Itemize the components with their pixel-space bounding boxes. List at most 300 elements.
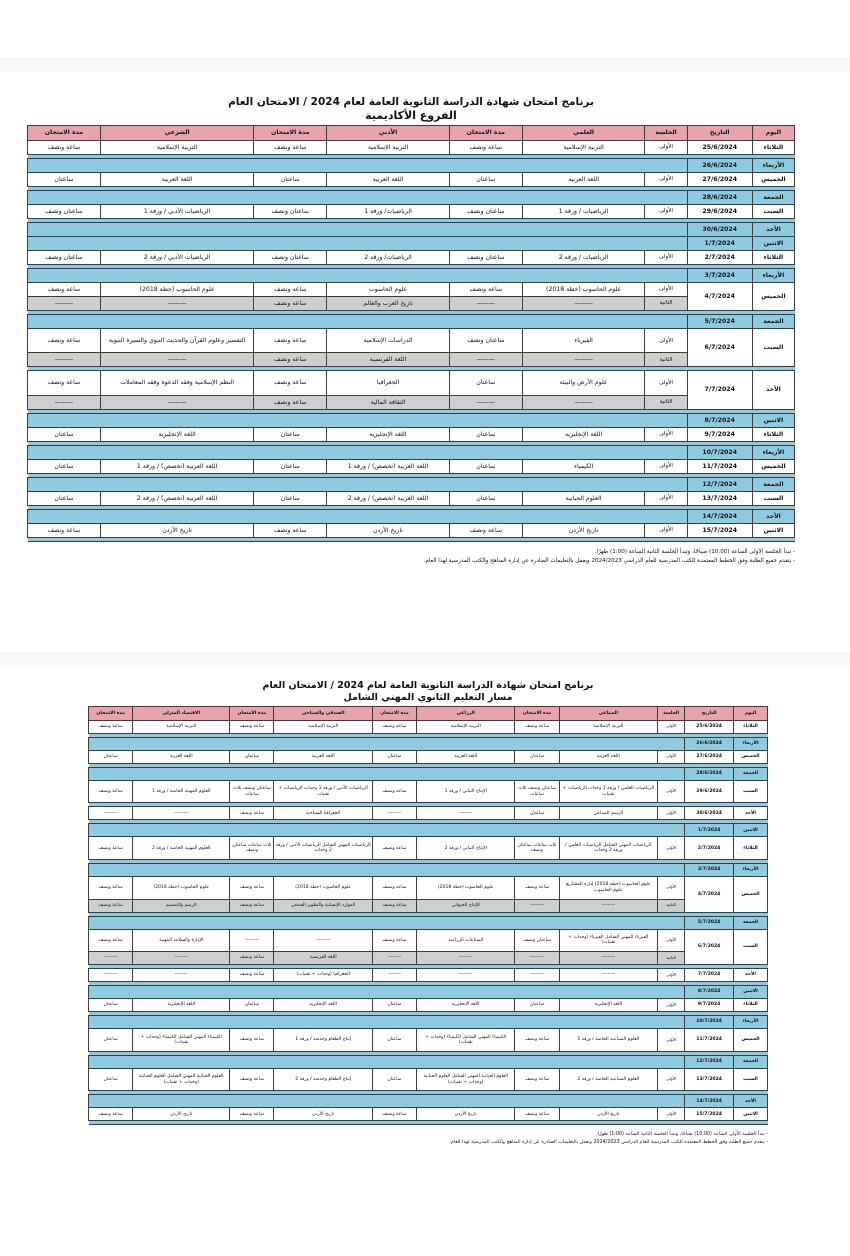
- day-cell: السبت: [752, 491, 794, 505]
- session-cell: الأولى: [645, 523, 687, 537]
- subject-cell: الإنتاج النباتي / ورقة 1: [417, 780, 515, 803]
- table-row: [28, 523, 795, 537]
- day-cell: الجمعة: [734, 767, 768, 780]
- duration-cell: ———: [449, 296, 522, 310]
- column-header: الأدبي: [327, 125, 450, 140]
- table-row-holiday: [89, 1055, 768, 1068]
- subject-cell: ———: [417, 952, 515, 965]
- holiday-fill: [28, 158, 688, 172]
- holiday-fill: [28, 314, 688, 328]
- duration-cell: ———: [89, 807, 133, 820]
- subject-cell: اللغة العربية: [522, 172, 645, 186]
- duration-cell: ساعة ونصف: [28, 328, 101, 352]
- duration-cell: ساعة ونصف: [449, 282, 522, 296]
- holiday-fill: [89, 1055, 685, 1068]
- date-cell: 6/7/2024: [687, 328, 752, 366]
- duration-cell: ساعتان: [89, 1029, 133, 1052]
- duration-cell: ساعة ونصف: [254, 140, 327, 154]
- day-cell: الأحد: [734, 969, 768, 982]
- holiday-fill: [28, 477, 688, 491]
- duration-cell: ساعة ونصف: [89, 929, 133, 952]
- table-row: [28, 328, 795, 352]
- date-cell: 3/7/2024: [687, 268, 752, 282]
- day-cell: الثلاثاء: [734, 720, 768, 733]
- day-cell: الثلاثاء: [752, 427, 794, 441]
- session-cell: الأولى: [645, 282, 687, 296]
- date-cell: 14/7/2024: [687, 509, 752, 523]
- day-cell: الثلاثاء: [752, 250, 794, 264]
- day-cell: الأحد: [752, 371, 794, 409]
- duration-cell: ساعة ونصف: [254, 353, 327, 367]
- subject-cell: تاريخ الأردن: [100, 523, 253, 537]
- duration-cell: ساعتان: [372, 750, 416, 763]
- date-cell: 28/6/2024: [685, 767, 734, 780]
- duration-cell: ساعتان ونصف: [449, 328, 522, 352]
- duration-cell: ساعتان ونصف: [254, 204, 327, 218]
- duration-cell: ساعة ونصف: [254, 371, 327, 395]
- date-cell: 14/7/2024: [685, 1095, 734, 1108]
- duration-cell: ساعتان: [449, 371, 522, 395]
- subject-cell: ———: [559, 952, 657, 965]
- subject-cell: اللغة الإنجليزية: [133, 999, 230, 1012]
- separator-fill: [28, 537, 795, 541]
- table-row-holiday: [28, 158, 795, 172]
- duration-cell: ———: [89, 969, 133, 982]
- duration-cell: ———: [28, 395, 101, 409]
- subject-cell: اللغة العربية (تخصص) / ورقة 2: [100, 491, 253, 505]
- holiday-fill: [89, 767, 685, 780]
- table-row-holiday: [89, 737, 768, 750]
- subject-cell: اللغة الإنجليزية: [327, 427, 450, 441]
- holiday-fill: [28, 222, 688, 236]
- column-header: العلمي: [522, 125, 645, 140]
- duration-cell: ساعة ونصف: [230, 1108, 274, 1121]
- table-row-holiday: [28, 190, 795, 204]
- date-cell: 4/7/2024: [685, 876, 734, 912]
- subject-cell: الرياضيات / ورقة 1: [522, 204, 645, 218]
- duration-cell: ساعة ونصف: [89, 720, 133, 733]
- table-row: [28, 172, 795, 186]
- separator-fill: [89, 1121, 768, 1125]
- date-cell: 5/7/2024: [687, 314, 752, 328]
- subject-cell: ———: [274, 929, 372, 952]
- day-cell: الثلاثاء: [734, 837, 768, 860]
- subject-cell: علوم الحاسوب: [327, 282, 450, 296]
- duration-cell: ساعتان ونصف ثلاث ساعات: [515, 780, 559, 803]
- day-cell: الجمعة: [752, 477, 794, 491]
- duration-cell: ساعتان ونصف: [28, 204, 101, 218]
- duration-cell: ساعتان ونصف: [254, 250, 327, 264]
- sheet2-notes: [88, 1131, 768, 1146]
- date-cell: 15/7/2024: [687, 523, 752, 537]
- date-cell: 15/7/2024: [685, 1108, 734, 1121]
- table-row: [89, 780, 768, 803]
- day-cell: الأحد: [734, 1095, 768, 1108]
- column-header: مدة الامتحان: [515, 706, 559, 720]
- session-cell: الأولى: [658, 1108, 685, 1121]
- session-cell: الأولى: [645, 459, 687, 473]
- subject-cell: اللغة العربية: [133, 750, 230, 763]
- table-row: [89, 876, 768, 899]
- day-cell: الاثنين: [734, 1108, 768, 1121]
- table-row-holiday: [28, 222, 795, 236]
- day-cell: الاثنين: [734, 824, 768, 837]
- session-cell: الأولى: [658, 1029, 685, 1052]
- session-cell: الأولى: [658, 837, 685, 860]
- table-row: [28, 250, 795, 264]
- holiday-fill: [89, 986, 685, 999]
- duration-cell: ساعة ونصف: [230, 720, 274, 733]
- subject-cell: اللغة الإنجليزية: [559, 999, 657, 1012]
- duration-cell: ساعتان: [230, 750, 274, 763]
- date-cell: 28/6/2024: [687, 190, 752, 204]
- date-cell: 26/6/2024: [685, 737, 734, 750]
- table-row-holiday: [89, 824, 768, 837]
- date-cell: 1/7/2024: [687, 236, 752, 250]
- subject-cell: الصناعات الزراعية: [417, 929, 515, 952]
- table-row-second-session: [28, 353, 795, 367]
- day-cell: الخميس: [752, 282, 794, 310]
- duration-cell: ساعة ونصف: [230, 899, 274, 912]
- session-cell: الأولى: [658, 780, 685, 803]
- subject-cell: التربية الإسلامية: [327, 140, 450, 154]
- day-cell: الجمعة: [734, 916, 768, 929]
- subject-cell: تاريخ الأردن: [559, 1108, 657, 1121]
- duration-cell: ساعة ونصف: [254, 523, 327, 537]
- subject-cell: ———: [133, 807, 230, 820]
- day-cell: السبت: [752, 204, 794, 218]
- duration-cell: ———: [515, 969, 559, 982]
- duration-cell: ساعة ونصف: [89, 780, 133, 803]
- subject-cell: علوم الحاسوب (خطة 2018): [100, 282, 253, 296]
- column-header: الشرعي: [100, 125, 253, 140]
- session-cell: الأولى: [658, 999, 685, 1012]
- duration-cell: ساعتان: [28, 172, 101, 186]
- duration-cell: ساعتان ونصف: [449, 250, 522, 264]
- table-row-holiday: [89, 863, 768, 876]
- duration-cell: ساعة ونصف: [89, 1108, 133, 1121]
- duration-cell: ساعتان ونصف: [28, 250, 101, 264]
- table-row: [28, 427, 795, 441]
- column-header: اليوم: [752, 125, 794, 140]
- duration-cell: ساعة ونصف: [254, 395, 327, 409]
- holiday-fill: [89, 737, 685, 750]
- session-cell: الأولى: [645, 491, 687, 505]
- session-cell: الثانية: [658, 952, 685, 965]
- day-cell: الخميس: [734, 876, 768, 912]
- duration-cell: ساعة ونصف: [28, 523, 101, 537]
- holiday-fill: [28, 413, 688, 427]
- subject-cell: الجغرافيا: [327, 371, 450, 395]
- subject-cell: اللغة العربية (تخصص) / ورقة 2: [327, 491, 450, 505]
- date-cell: 11/7/2024: [685, 1029, 734, 1052]
- subject-cell: ———: [133, 952, 230, 965]
- holiday-fill: [28, 190, 688, 204]
- day-cell: الأربعاء: [752, 158, 794, 172]
- duration-cell: ساعتان: [515, 999, 559, 1012]
- subject-cell: ———: [559, 969, 657, 982]
- duration-cell: ساعتان: [28, 459, 101, 473]
- column-header: الزراعي: [417, 706, 515, 720]
- table-row-holiday: [28, 268, 795, 282]
- subject-cell: التربية الإسلامية: [274, 720, 372, 733]
- subject-cell: التربية الإسلامية: [522, 140, 645, 154]
- subject-cell: اللغة الإنجليزية: [274, 999, 372, 1012]
- note-line: - تبدأ الجلسة الأولى الساعة (10:00) صباحًا، وتبدأ الجلسة الثانية الساعة (1:00) ظهرًا.: [596, 1132, 768, 1138]
- date-cell: 8/7/2024: [687, 413, 752, 427]
- day-cell: السبت: [734, 929, 768, 965]
- duration-cell: ساعة ونصف: [230, 1029, 274, 1052]
- column-header: الصناعي: [559, 706, 657, 720]
- duration-cell: ساعتان: [254, 172, 327, 186]
- day-cell: الأحد: [752, 509, 794, 523]
- duration-cell: ساعة ونصف: [254, 328, 327, 352]
- sheet2-subtitle: مسار التعليم الثانوي المهني الشامل: [343, 691, 513, 703]
- holiday-fill: [28, 236, 688, 250]
- duration-cell: ساعتان: [372, 1068, 416, 1091]
- duration-cell: ساعة ونصف: [230, 952, 274, 965]
- duration-cell: ساعة ونصف: [515, 1068, 559, 1091]
- table-row: [28, 204, 795, 218]
- column-header: التاريخ: [687, 125, 752, 140]
- subject-cell: ———: [522, 395, 645, 409]
- table-row: [89, 750, 768, 763]
- duration-cell: ثلاث ساعات ساعتان ونصف: [515, 837, 559, 860]
- subject-cell: الجغرافيا (وحدات + تقنيات): [274, 969, 372, 982]
- duration-cell: ساعة ونصف: [515, 1108, 559, 1121]
- table-row: [89, 1068, 768, 1091]
- duration-cell: ثلاث ساعات ساعتان ونصف: [230, 837, 274, 860]
- subject-cell: علوم الحاسوب (خطة 2018): [417, 876, 515, 899]
- session-cell: الأولى: [658, 969, 685, 982]
- subject-cell: علوم الحاسوب (خطة 2018): [133, 876, 230, 899]
- column-header: مدة الامتحان: [89, 706, 133, 720]
- session-cell: الثانية: [645, 353, 687, 367]
- day-cell: الجمعة: [752, 190, 794, 204]
- day-cell: الأحد: [752, 222, 794, 236]
- subject-cell: تاريخ الأردن: [417, 1108, 515, 1121]
- date-cell: 2/7/2024: [685, 837, 734, 860]
- day-cell: الاثنين: [752, 236, 794, 250]
- duration-cell: ساعتان: [515, 750, 559, 763]
- table-row-second-session: [89, 952, 768, 965]
- day-cell: الخميس: [752, 172, 794, 186]
- date-cell: 7/7/2024: [685, 969, 734, 982]
- date-cell: 3/7/2024: [685, 863, 734, 876]
- duration-cell: ساعتان: [254, 427, 327, 441]
- date-cell: 29/6/2024: [685, 780, 734, 803]
- duration-cell: ———: [449, 353, 522, 367]
- duration-cell: ساعتان: [254, 491, 327, 505]
- subject-cell: الجغرافيا السياحية: [274, 807, 372, 820]
- duration-cell: ساعتان ونصف: [449, 204, 522, 218]
- column-header: مدة الامتحان: [372, 706, 416, 720]
- subject-cell: اللغة الفرنسية: [327, 353, 450, 367]
- date-cell: 25/6/2024: [687, 140, 752, 154]
- row-separator: [28, 537, 795, 541]
- exam-schedule-academic: [27, 96, 795, 566]
- table-row: [28, 282, 795, 296]
- date-cell: 10/7/2024: [687, 445, 752, 459]
- exam-schedule-vocational: [88, 680, 768, 1147]
- table-row-holiday: [89, 767, 768, 780]
- subject-cell: اللغة الفرنسية: [274, 952, 372, 965]
- column-header: مدة الامتحان: [449, 125, 522, 140]
- subject-cell: اللغة الإنجليزية: [417, 999, 515, 1012]
- date-cell: 4/7/2024: [687, 282, 752, 310]
- column-header: مدة الامتحان: [28, 125, 101, 140]
- subject-cell: اللغة العربية: [327, 172, 450, 186]
- table-row: [89, 999, 768, 1012]
- subject-cell: العلوم الحياتية المهني الشامل العلوم الحياتية (وحدات + تقنيات): [417, 1068, 515, 1091]
- holiday-fill: [28, 268, 688, 282]
- session-cell: الأولى: [658, 807, 685, 820]
- duration-cell: ساعة ونصف: [449, 523, 522, 537]
- session-cell: الأولى: [645, 427, 687, 441]
- holiday-fill: [89, 863, 685, 876]
- subject-cell: الكيمياء المهني الشامل الكيمياء (وحدات + تقنيات): [133, 1029, 230, 1052]
- subject-cell: ———: [100, 296, 253, 310]
- duration-cell: ساعتان: [515, 807, 559, 820]
- sheet2-title: برنامج امتحان شهادة الدراسة الثانوية العامة لعام 2024 / الامتحان العام: [262, 680, 594, 691]
- table-row-holiday: [89, 986, 768, 999]
- day-cell: الأربعاء: [734, 863, 768, 876]
- subject-cell: العلوم الحياتية المهني الشامل العلوم الحياتية (وحدات + تقنيات): [133, 1068, 230, 1091]
- duration-cell: ساعة ونصف: [372, 1108, 416, 1121]
- date-cell: 12/7/2024: [685, 1055, 734, 1068]
- table-row: [89, 807, 768, 820]
- subject-cell: الفيزياء المهني الشامل الفيزياء (وحدات + تقنيات): [559, 929, 657, 952]
- subject-cell: إنتاج الطعام وخدمته / ورقة 2: [274, 1068, 372, 1091]
- holiday-fill: [28, 509, 688, 523]
- duration-cell: ساعة ونصف: [28, 371, 101, 395]
- subject-cell: الكيمياء المهني الشامل الكيمياء (وحدات + تقنيات): [417, 1029, 515, 1052]
- table-row-holiday: [28, 509, 795, 523]
- subject-cell: الرياضيات العلمي / ورقة 1 وحدات الرياضيات + تقنيات: [559, 780, 657, 803]
- subject-cell: التربية الإسلامية: [133, 720, 230, 733]
- duration-cell: ———: [28, 353, 101, 367]
- subject-cell: الرياضيات/ ورقة 2: [327, 250, 450, 264]
- day-cell: الجمعة: [734, 1055, 768, 1068]
- date-cell: 30/6/2024: [685, 807, 734, 820]
- subject-cell: تاريخ الأردن: [522, 523, 645, 537]
- duration-cell: ساعتان: [449, 427, 522, 441]
- session-cell: الأولى: [658, 929, 685, 952]
- duration-cell: ساعة ونصف: [372, 837, 416, 860]
- table-row-second-session: [28, 296, 795, 310]
- duration-cell: ساعتان: [449, 459, 522, 473]
- duration-cell: ———: [372, 807, 416, 820]
- duration-cell: ساعة ونصف: [372, 929, 416, 952]
- table-row-holiday: [28, 477, 795, 491]
- date-cell: 13/7/2024: [687, 491, 752, 505]
- subject-cell: اللغة العربية: [417, 750, 515, 763]
- subject-cell: ———: [133, 969, 230, 982]
- duration-cell: ساعتان: [254, 459, 327, 473]
- day-cell: الأربعاء: [752, 268, 794, 282]
- subject-cell: الإنتاج الحيواني: [417, 899, 515, 912]
- duration-cell: ساعة ونصف: [449, 140, 522, 154]
- table-row: [89, 720, 768, 733]
- note-line: - تبدأ الجلسة الأولى الساعة (10:00) صباحًا، وتبدأ الجلسة الثانية الساعة (1:00) ظهرًا.: [594, 548, 795, 555]
- duration-cell: ———: [515, 952, 559, 965]
- duration-cell: ساعتان: [89, 750, 133, 763]
- holiday-fill: [89, 1016, 685, 1029]
- scan-shadow-top: [0, 58, 850, 72]
- duration-cell: ساعتان: [89, 1068, 133, 1091]
- subject-cell: علوم الأرض والبيئة: [522, 371, 645, 395]
- table-row: [89, 1108, 768, 1121]
- table-row: [28, 371, 795, 395]
- day-cell: الخميس: [752, 459, 794, 473]
- date-cell: 7/7/2024: [687, 371, 752, 409]
- subject-cell: ———: [100, 395, 253, 409]
- subject-cell: العلوم الصناعية الخاصة / ورقة 1: [559, 1029, 657, 1052]
- subject-cell: التربية الإسلامية: [100, 140, 253, 154]
- duration-cell: ———: [515, 899, 559, 912]
- duration-cell: ساعة ونصف: [515, 1029, 559, 1052]
- duration-cell: ساعة ونصف: [230, 969, 274, 982]
- session-cell: الأولى: [658, 720, 685, 733]
- date-cell: 26/6/2024: [687, 158, 752, 172]
- column-header: اليوم: [734, 706, 768, 720]
- session-cell: الأولى: [645, 250, 687, 264]
- session-cell: الأولى: [658, 750, 685, 763]
- subject-cell: الثقافة المالية: [327, 395, 450, 409]
- subject-cell: الفيزياء: [522, 328, 645, 352]
- date-cell: 1/7/2024: [685, 824, 734, 837]
- day-cell: الاثنين: [752, 413, 794, 427]
- subject-cell: الموارد الإنسانية والتطوير الفندقي: [274, 899, 372, 912]
- day-cell: الأربعاء: [734, 737, 768, 750]
- note-line: - يتقدم جميع الطلبة وفق الخطط المعتمدة للكتب المدرسية للعام الدراسي 2024/2023 ويعمل بالتعليمات الصادرة عن إدارة المناهج والكتب المدرسية لهذا العام.: [423, 557, 795, 564]
- subject-cell: الرياضيات/ ورقة 1: [327, 204, 450, 218]
- duration-cell: ساعتان ونصف ثلاث ساعات: [230, 780, 274, 803]
- subject-cell: ———: [522, 353, 645, 367]
- duration-cell: ———: [28, 296, 101, 310]
- table-row: [89, 969, 768, 982]
- duration-cell: ساعة ونصف: [230, 876, 274, 899]
- table-row-holiday: [28, 236, 795, 250]
- subject-cell: ———: [417, 969, 515, 982]
- column-header: الفندقي والسياحي: [274, 706, 372, 720]
- table-row: [28, 140, 795, 154]
- subject-cell: العلوم المهنية الخاصة / ورقة 1: [133, 780, 230, 803]
- duration-cell: ساعة ونصف: [515, 720, 559, 733]
- date-cell: 29/6/2024: [687, 204, 752, 218]
- table-row-holiday: [89, 1095, 768, 1108]
- table-row-holiday: [28, 413, 795, 427]
- sheet2-table: [88, 706, 768, 1126]
- session-cell: الثانية: [645, 296, 687, 310]
- table-row-holiday: [28, 445, 795, 459]
- duration-cell: ساعة ونصف: [230, 1068, 274, 1091]
- day-cell: الاثنين: [752, 523, 794, 537]
- subject-cell: التفسير وعلوم القرآن والحديث النبوي والسيرة النبوية: [100, 328, 253, 352]
- subject-cell: تاريخ الأردن: [133, 1108, 230, 1121]
- subject-cell: الرياضيات الأدبي / ورقة 1: [100, 204, 253, 218]
- subject-cell: الإنتاج النباتي / ورقة 2: [417, 837, 515, 860]
- subject-cell: الرسم والتصميم: [133, 899, 230, 912]
- date-cell: 9/7/2024: [687, 427, 752, 441]
- table-row-second-session: [28, 395, 795, 409]
- holiday-fill: [89, 824, 685, 837]
- subject-cell: إنتاج الطعام وخدمته / ورقة 1: [274, 1029, 372, 1052]
- subject-cell: الرياضيات الأدبي / ورقة 2: [100, 250, 253, 264]
- duration-cell: ساعة ونصف: [372, 720, 416, 733]
- duration-cell: ———: [449, 395, 522, 409]
- duration-cell: ساعة ونصف: [515, 876, 559, 899]
